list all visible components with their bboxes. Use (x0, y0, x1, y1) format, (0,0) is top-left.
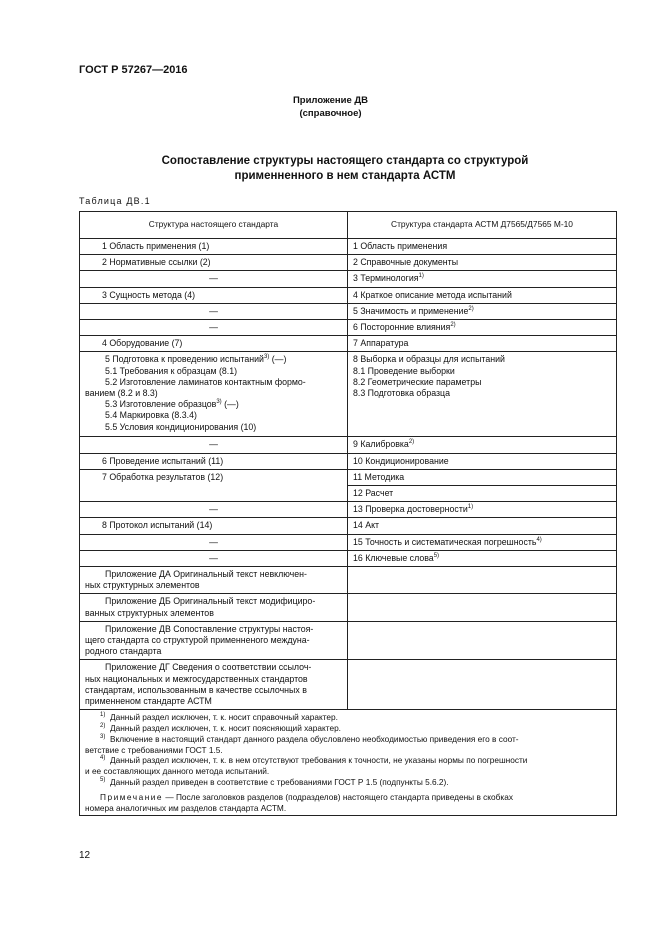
table-cell: 10 Кондиционирование (347, 453, 616, 469)
column-header: Структура стандарта АСТМ Д7565/Д7565 М-10 (347, 212, 616, 239)
footnote-text: Данный раздел исключен, т. к. носит поясняющий характер. (109, 723, 341, 734)
footnote (85, 712, 611, 723)
footnote-ref: 3) (216, 399, 222, 406)
table-row (80, 469, 617, 485)
cell-line: применненом стандарте АСТМ (85, 696, 212, 707)
comparison-table (79, 211, 617, 816)
table-cell: 2 Справочные документы (347, 255, 616, 271)
note-label: Примечание (100, 791, 164, 802)
table-cell (347, 437, 616, 453)
cell-text: 13 Проверка достоверности (352, 504, 468, 515)
cell-text: (—) (269, 354, 287, 365)
cell-text: (—) (221, 399, 239, 410)
table-cell (347, 534, 616, 550)
cell-line: стандартам, использованным в качестве ссылочных в (85, 684, 307, 695)
table-cell (347, 594, 616, 621)
footnote-ref: 5) (433, 552, 440, 559)
footnote-ref: 1) (467, 504, 474, 511)
footnote-ref: 3) (263, 354, 270, 361)
note-text: — После заголовков разделов (подразделов) настоящего стандарта приведены в скобках (163, 791, 513, 802)
cell-text: 16 Ключевые слова (352, 552, 434, 563)
table-cell (80, 594, 348, 621)
cell-line: Приложение ДБ Оригинальный текст модифициро- (105, 596, 316, 607)
footnote-mark: 1) (100, 712, 106, 719)
table-row (80, 453, 617, 469)
cell-line: ванных структурных элементов (85, 607, 214, 618)
table-row (80, 271, 617, 287)
table-cell (347, 550, 616, 566)
table-cell (347, 567, 616, 594)
table-row (80, 594, 617, 621)
table-cell: — (80, 502, 348, 518)
footnote-continuation: ветствие с требованиями ГОСТ 1.5. (85, 744, 223, 755)
table-cell (347, 271, 616, 287)
table-cell: — (80, 437, 348, 453)
table-row (80, 239, 617, 255)
table-row (80, 567, 617, 594)
table-row (80, 336, 617, 352)
table-cell: — (80, 303, 348, 319)
table-cell: 12 Расчет (347, 486, 616, 502)
table-row (80, 518, 617, 534)
cell-line (85, 399, 342, 410)
table-cell: 14 Акт (347, 518, 616, 534)
footnote-ref: 2) (408, 439, 415, 446)
table-row (80, 352, 617, 437)
footnote-text: Данный раздел приведен в соответствие с требованиями ГОСТ Р 1.5 (подпункты 5.6.2). (109, 777, 449, 788)
cell-text: 5 Значимость и применение (352, 305, 469, 316)
footnote-mark: 5) (100, 777, 106, 784)
table-row (80, 550, 617, 566)
cell-line: ных национальных и межгосударственных стандартов (85, 673, 308, 684)
cell-line (85, 354, 342, 365)
cell-line: щего стандарта со структурой применненого междуна- (85, 635, 310, 646)
footnote-ref: 1) (418, 273, 424, 280)
cell-text: 15 Точность и систематическая погрешность (352, 536, 537, 547)
table-row (80, 255, 617, 271)
table-cell: — (80, 320, 348, 336)
table-cell: 7 Обработка результатов (12) (80, 469, 348, 501)
table-cell (347, 303, 616, 319)
table-cell: 11 Методика (347, 469, 616, 485)
cell-line: 5.4 Маркировка (8.3.4) (105, 410, 197, 421)
column-header: Структура настоящего стандарта (80, 212, 348, 239)
cell-line: Приложение ДВ Сопоставление структуры настоя- (105, 623, 314, 634)
table-cell (80, 621, 348, 660)
footnote-ref: 4) (536, 536, 542, 543)
cell-line: 5.1 Требования к образцам (8.1) (105, 365, 238, 376)
table-cell: 3 Сущность метода (4) (80, 287, 348, 303)
table-cell: 4 Краткое описание метода испытаний (347, 287, 616, 303)
footnote-ref: 2) (450, 322, 456, 329)
cell-line: 5.5 Условия кондиционирования (10) (105, 421, 257, 432)
cell-line: Приложение ДА Оригинальный текст невключен- (105, 569, 307, 580)
footnote-mark: 2) (100, 723, 106, 730)
table-cell: 7 Аппаратура (347, 336, 616, 352)
table-cell (347, 352, 616, 437)
footnote (85, 755, 611, 766)
section-title (100, 154, 590, 184)
table-label: Таблица ДВ.1 (79, 196, 151, 206)
cell-text: 6 Посторонние влияния (352, 322, 451, 333)
cell-text: 5 Подготовка к проведению испытаний (105, 354, 264, 365)
footnote (85, 723, 611, 734)
cell-line: 8.3 Подготовка образца (352, 388, 450, 399)
table-cell (347, 660, 616, 710)
footnote (85, 734, 611, 745)
cell-text: 9 Калибровка (352, 439, 409, 450)
footnote-text: Данный раздел исключен, т. к. в нем отсутствуют требования к точности, не указаны нормы по погрешности (109, 755, 528, 766)
table-row (80, 534, 617, 550)
table-row (80, 660, 617, 710)
table-cell: 2 Нормативные ссылки (2) (80, 255, 348, 271)
table-cell: 4 Оборудование (7) (80, 336, 348, 352)
table-cell: 1 Область применения (1) (80, 239, 348, 255)
footnote (85, 777, 611, 788)
appendix-title: Приложение ДВ (292, 95, 369, 106)
cell-text: 3 Терминология (352, 273, 419, 284)
cell-line: Приложение ДГ Сведения о соответствии ссылоч- (105, 662, 312, 673)
note-continuation: номера аналогичных им разделов стандарта АСТМ. (85, 802, 287, 813)
table-cell (80, 352, 348, 437)
table-cell: 8 Протокол испытаний (14) (80, 518, 348, 534)
cell-line: 8.2 Геометрические параметры (352, 376, 482, 387)
appendix-subtitle: (справочное) (299, 108, 362, 119)
table-cell (347, 621, 616, 660)
table-note (85, 792, 611, 803)
table-cell (347, 502, 616, 518)
section-title-line: применненного в нем стандарта АСТМ (234, 170, 456, 182)
footnote-ref: 2) (468, 305, 474, 312)
table-row (80, 320, 617, 336)
document-header: ГОСТ Р 57267—2016 (79, 64, 188, 76)
table-row (80, 621, 617, 660)
footnote-continuation: и ее составляющих данного метода испытаний. (85, 766, 270, 777)
cell-line: ванием (8.2 и 8.3) (85, 388, 158, 399)
cell-line: ных структурных элементов (85, 580, 200, 591)
table-row (80, 437, 617, 453)
table-cell: 6 Проведение испытаний (11) (80, 453, 348, 469)
table-cell: — (80, 534, 348, 550)
table-cell (347, 320, 616, 336)
table-cell: 1 Область применения (347, 239, 616, 255)
footnote-mark: 4) (100, 755, 106, 762)
table-cell (80, 660, 348, 710)
cell-line: 8 Выборка и образцы для испытаний (352, 354, 505, 365)
table-cell: — (80, 271, 348, 287)
cell-line: 8.1 Проведение выборки (352, 365, 455, 376)
section-title-line: Сопоставление структуры настоящего стандарта со структурой (161, 155, 529, 167)
page-number: 12 (79, 850, 91, 861)
table-cell: — (80, 550, 348, 566)
table-header-row (80, 212, 617, 239)
footnotes-row (80, 710, 617, 816)
table-row (80, 303, 617, 319)
cell-text: 5.3 Изготовление образцов (105, 399, 217, 410)
footnote-text: Включение в настоящий стандарт данного раздела обусловлено необходимостью приведения его в соот- (109, 733, 519, 744)
footnotes-cell (80, 710, 617, 816)
table-cell (80, 567, 348, 594)
table-row (80, 287, 617, 303)
footnote-mark: 3) (100, 733, 106, 740)
footnote-text: Данный раздел исключен, т. к. носит справочный характер. (109, 712, 338, 723)
table-row (80, 502, 617, 518)
cell-line: 5.2 Изготовление ламинатов контактным формо- (105, 376, 306, 387)
cell-line: родного стандарта (85, 646, 162, 657)
